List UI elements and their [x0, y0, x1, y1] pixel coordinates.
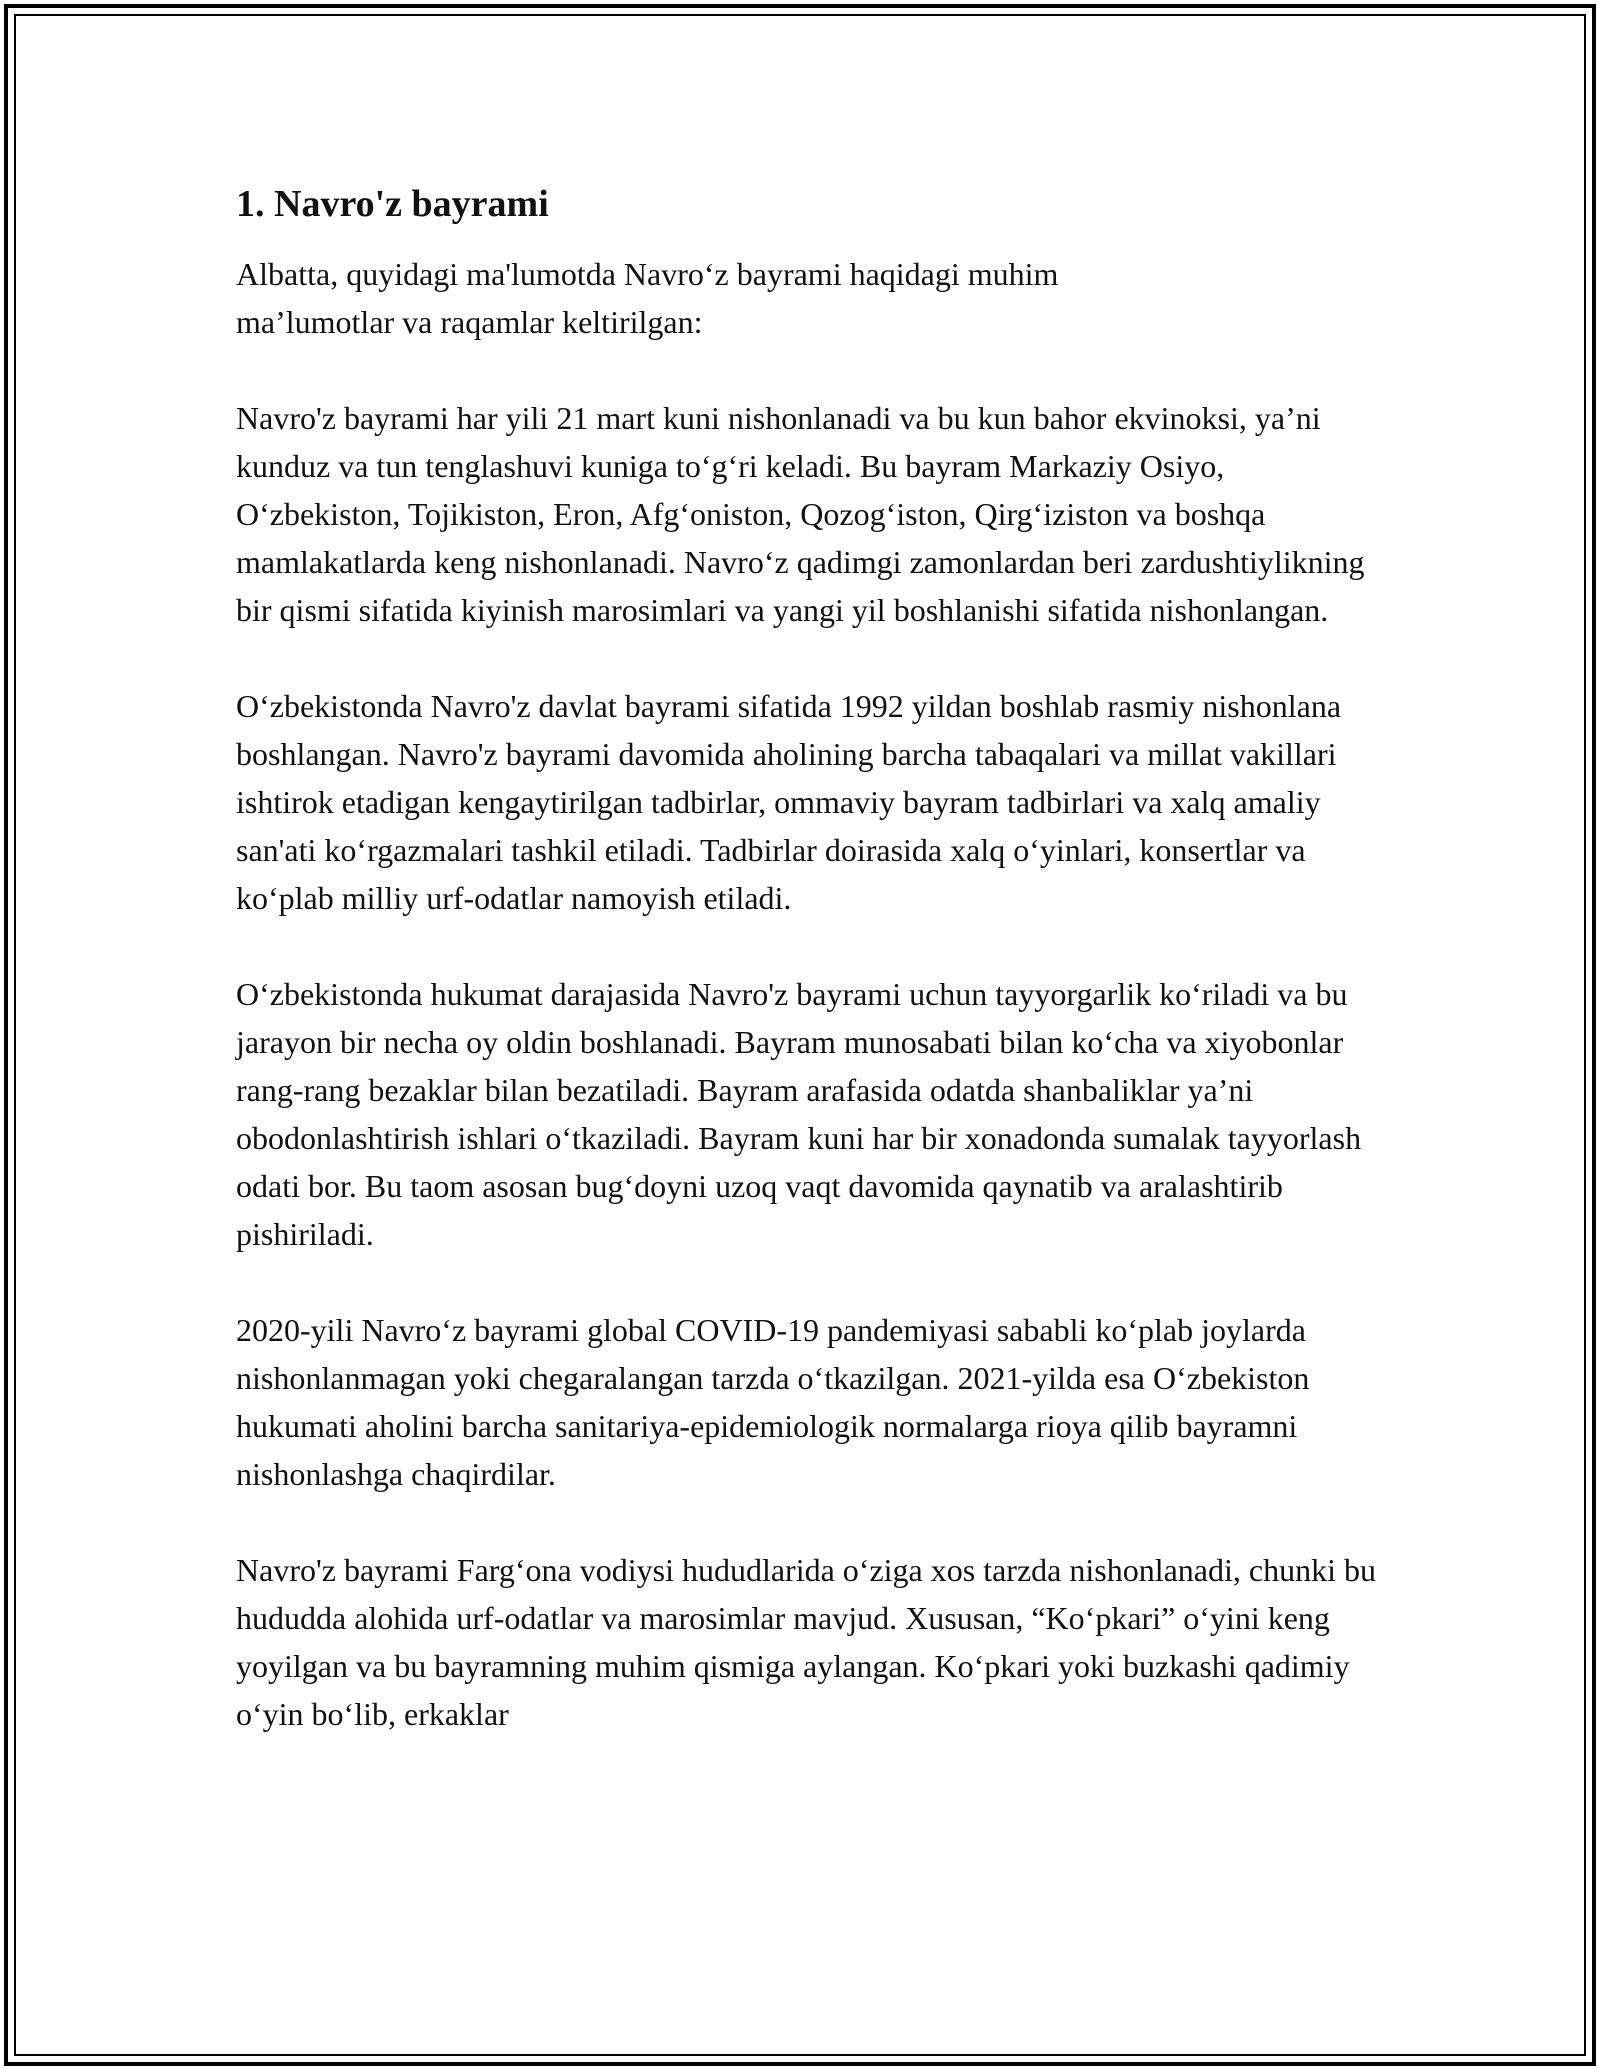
paragraph-2: O‘zbekistonda Navro'z davlat bayrami sifatida 1992 yildan boshlab rasmiy nishonlana boshlangan. Navro'z bayrami davomida aholining barcha tabaqalari va millat vakillari ishtirok etadigan kengaytirilgan tadbirlar, ommaviy bayram tadbirlari va xalq amaliy san'ati ko‘rgazmalari tashkil etiladi. Tadbirlar doirasida xalq o‘yinlari, konsertlar va ko‘plab milliy urf-odatlar namoyish etiladi. — [236, 687, 1342, 916]
paragraph-5: Navro'z bayrami Farg‘ona vodiysi hududlarida o‘ziga xos tarzda nishonlanadi, chunki bu hududda alohida urf-odatlar va marosimlar mavjud. Xususan, “Ko‘pkari” o‘yini keng yoyilgan va bu bayramning muhim qismiga aylangan. Ko‘pkari yoki buzkashi qadimiy o‘yin bo‘lib, erkaklar — [236, 1551, 1376, 1732]
section-heading: 1. Navro'z bayrami — [236, 183, 549, 225]
paragraph-1: Navro'z bayrami har yili 21 mart kuni nishonlanadi va bu kun bahor ekvinoksi, ya’ni kunduz va tun tenglashuvi kuniga to‘g‘ri keladi. Bu bayram Markaziy Osiyo, O‘zbekiston, Tojikiston, Eron, Afg‘oniston, Qozog‘iston, Qirg‘iziston va boshqa mamlakatlarda keng nishonlanadi. Navro‘z qadimgi zamonlardan beri zardushtiylikning bir qismi sifatida kiyinish marosimlari va yangi yil boshlanishi sifatida nishonlangan. — [236, 399, 1365, 628]
document-body — [236, 182, 1376, 1738]
paragraph-3: O‘zbekistonda hukumat darajasida Navro'z bayrami uchun tayyorgarlik ko‘riladi va bu jarayon bir necha oy oldin boshlanadi. Bayram munosabati bilan ko‘cha va xiyobonlar rang-rang bezaklar bilan bezatiladi. Bayram arafasida odatda shanbaliklar ya’ni obodonlashtirish ishlari o‘tkaziladi. Bayram kuni har bir xonadonda sumalak tayyorlash odati bor. Bu taom asosan bug‘doyni uzoq vaqt davomida qaynatib va aralashtirib pishiriladi. — [236, 975, 1362, 1252]
intro-paragraph: Albatta, quyidagi ma'lumotda Navro‘z bayrami haqidagi muhim ma’lumotlar va raqamlar keltirilgan: — [236, 255, 1059, 340]
paragraph-4: 2020-yili Navro‘z bayrami global COVID-19 pandemiyasi sababli ko‘plab joylarda nishonlanmagan yoki chegaralangan tarzda o‘tkazilgan. 2021-yilda esa O‘zbekiston hukumati aholini barcha sanitariya-epidemiologik normalarga rioya qilib bayramni nishonlashga chaqirdilar. — [236, 1311, 1310, 1492]
